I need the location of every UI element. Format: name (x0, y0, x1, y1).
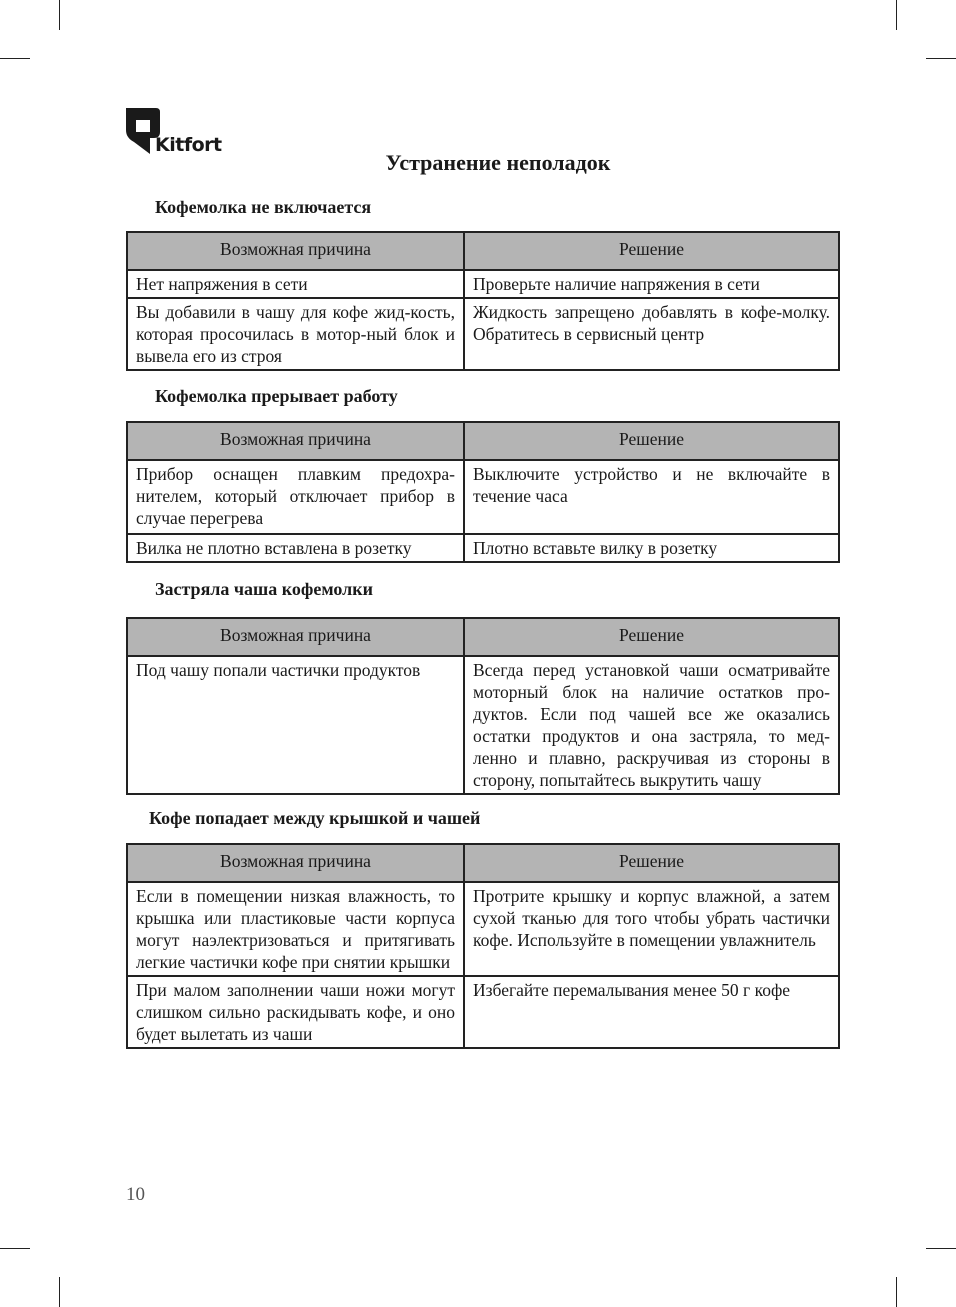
crop-mark (896, 0, 897, 30)
header-cause: Возможная причина (127, 232, 464, 270)
header-solution: Решение (464, 844, 839, 882)
header-cause: Возможная причина (127, 844, 464, 882)
section-title: Кофемолка прерывает работу (155, 386, 398, 406)
cause-cell: Нет напряжения в сети (127, 270, 464, 298)
cause-cell: Если в помещении низкая влажность, то крышка или пластиковые части корпуса могут наэлектризоваться и притягивать легкие частички кофе при снятии крышки (127, 882, 464, 976)
page-title: Устранение неполадок (385, 150, 611, 175)
table-header-row (127, 844, 839, 882)
cause-cell: Прибор оснащен плавким предохра-нителем, который отключает прибор в случае перегрева (127, 460, 464, 534)
table-row (127, 534, 839, 562)
troubleshooting-table (126, 617, 840, 795)
solution-cell: Жидкость запрещено добавлять в кофе-молку. Обратитесь в сервисный центр (464, 298, 839, 370)
crop-mark (926, 58, 956, 59)
table-row (127, 882, 839, 976)
troubleshooting-table (126, 843, 840, 1049)
crop-mark (926, 1248, 956, 1249)
crop-mark (59, 0, 60, 30)
crop-mark (0, 58, 30, 59)
brand-name: Kitfort (155, 134, 222, 156)
solution-cell: Всегда перед установкой чаши осматривайте моторный блок на наличие остатков про-дуктов. Если под чашей все же оказались остатки продуктов и она застряла, то мед-ленно и плавно, раскручивая из стороны в сторону, попытайтесь выкрутить чашу (464, 656, 839, 794)
header-solution: Решение (464, 232, 839, 270)
crop-mark (59, 1277, 60, 1307)
header-solution: Решение (464, 618, 839, 656)
cause-cell: Вы добавили в чашу для кофе жид-кость, которая просочилась в мотор-ный блок и вывела его из строя (127, 298, 464, 370)
header-cause: Возможная причина (127, 618, 464, 656)
table-row (127, 460, 839, 534)
cause-cell: Вилка не плотно вставлена в розетку (127, 534, 464, 562)
solution-cell: Плотно вставьте вилку в розетку (464, 534, 839, 562)
header-cause: Возможная причина (127, 422, 464, 460)
page-number: 10 (126, 1184, 145, 1205)
section-title: Кофе попадает между крышкой и чашей (149, 808, 481, 828)
crop-mark (896, 1277, 897, 1307)
table-row (127, 656, 839, 794)
table-header-row (127, 618, 839, 656)
crop-mark (0, 1248, 30, 1249)
troubleshooting-table (126, 231, 840, 371)
table-header-row (127, 232, 839, 270)
section-title: Застряла чаша кофемолки (155, 579, 373, 599)
header-solution: Решение (464, 422, 839, 460)
solution-cell: Выключите устройство и не включайте в течение часа (464, 460, 839, 534)
table-row (127, 298, 839, 370)
solution-cell: Избегайте перемалывания менее 50 г кофе (464, 976, 839, 1048)
cause-cell: Под чашу попали частички продуктов (127, 656, 464, 794)
table-row (127, 270, 839, 298)
table-header-row (127, 422, 839, 460)
troubleshooting-table (126, 421, 840, 563)
section-title: Кофемолка не включается (155, 197, 372, 217)
cause-cell: При малом заполнении чаши ножи могут слишком сильно раскидывать кофе, и оно будет вылетать из чаши (127, 976, 464, 1048)
table-row (127, 976, 839, 1048)
solution-cell: Проверьте наличие напряжения в сети (464, 270, 839, 298)
solution-cell: Протрите крышку и корпус влажной, а затем сухой тканью для того чтобы убрать частички кофе. Используйте в помещении увлажнитель (464, 882, 839, 976)
